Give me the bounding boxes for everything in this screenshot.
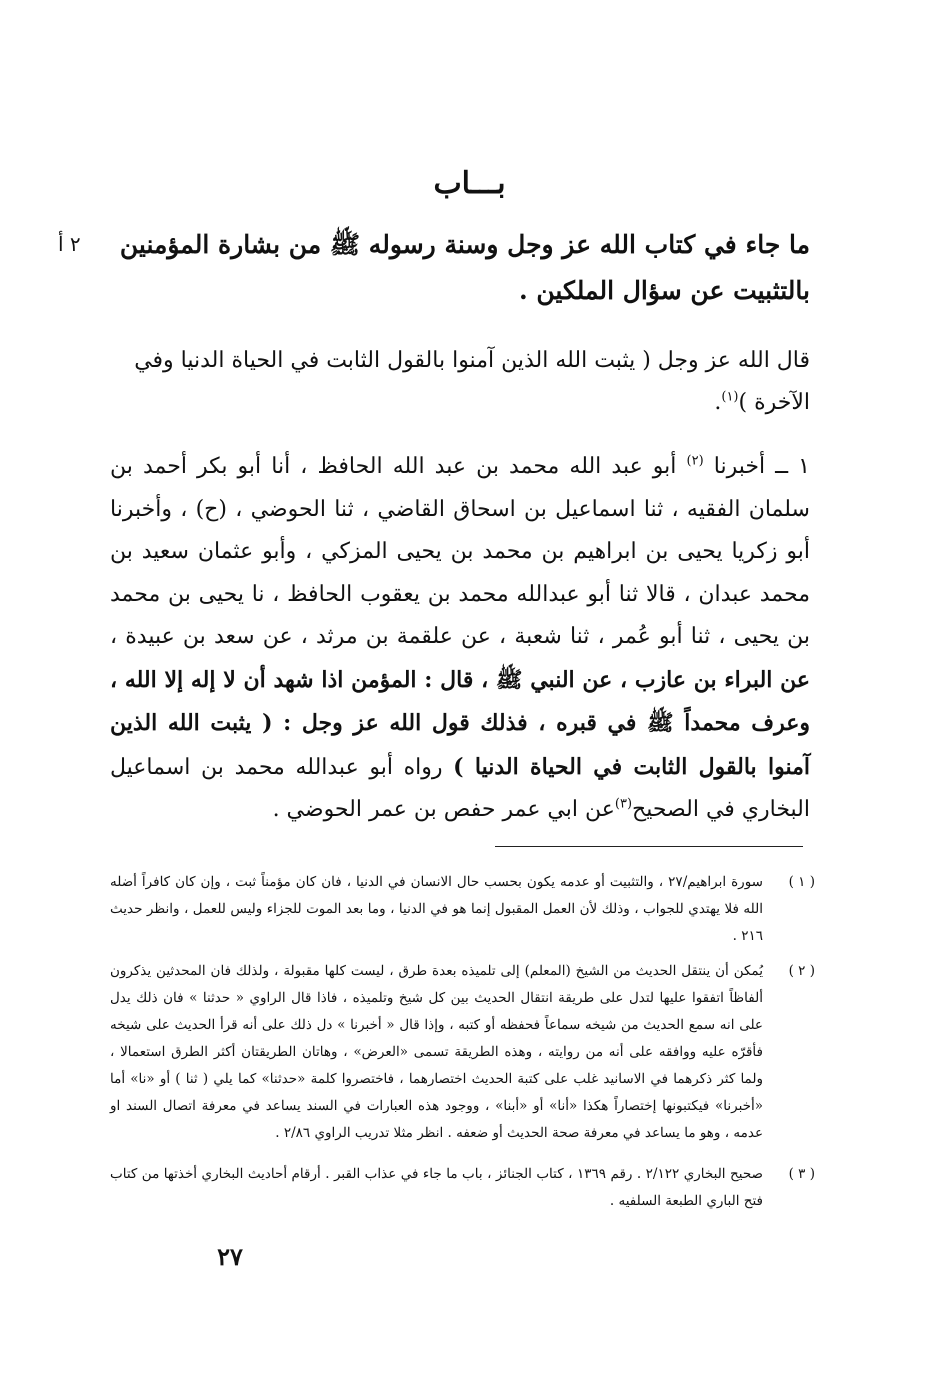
hadith-narration: رواه أبو عبدالله محمد بن اسماعيل البخاري في الصحيح <box>110 754 810 822</box>
hadith-matn: عن البراء بن عازب ، عن النبي ﷺ ، قال : المؤمن اذا شهد أن لا إله إلا الله ، وعرف محمداً ﷺ في قبره ، فذلك قول الله عز وجل : ( يثبت الله الذين آمنوا بالقول الثابت في الحياة الدنيا ) <box>110 666 810 780</box>
intro-paragraph <box>110 340 810 424</box>
footnote-number: ( ٣ ) <box>788 1166 815 1182</box>
page-number: ٢٧ <box>217 1242 243 1271</box>
chapter-reference: ٢ أ <box>58 232 81 256</box>
footnote-ref-1: (١) <box>721 389 739 405</box>
footnote-divider <box>495 846 803 847</box>
footnote-text: يُمكن أن ينتقل الحديث من الشيخ (المعلم) إلى تلميذه بعدة طرق ، ليست كلها مقبولة ، ولذلك فان المحدثين يذكرون ألفاظاً اتفقوا عليها لتدل على طريقة انتقال الحديث بين كل شيخ وتلميذه ، فاذا قال الراوي « حدثنا » فان ذلك يدل على انه سمع الحديث من شيخه سماعاً فحفظه أو كتبه ، وإذا قال « أخبرنا » دل ذلك على أنه قرأ الحديث على شيخه فأقرّه عليه ووافقه على أنه من روايته ، وهذه الطريقة تسمى «العرض» ، وهاتان الطريقتان أكثر الطرق استعمالا ، ولما كثر ذكرهما في الاسانيد غلب على كتبة الحديث اختصارهما ، فاختصروا كلمة «حدثنا» كما يلي ( ثنا ) أو «نا» أما «أخبرنا» فيكتبونها إختصاراً هكذا «أنا» أو «أبنا» ، ووجود هذه العبارات في السند يساعد في معرفة اتصال السند او عدمه ، وهو ما يساعد في معرفة صحة الحديث أو ضعفه . انظر مثلا تدريب الراوي ٢/٨٦ . <box>110 963 763 1141</box>
footnote-2 <box>110 958 815 1147</box>
footnote-text: سورة ابراهيم/٢٧ ، والتثبيت أو عدمه يكون بحسب حال الانسان في الدنيا ، فان كان مؤمناً ثبت ، وإن كان كافراً أضله الله فلا يهتدي للجواب ، وذلك لأن العمل المقبول إنما هو في الدنيا ، وما بعد الموت للجزاء وليس للعمل ، وانظر حديث ٢١٦ . <box>110 874 763 944</box>
footnote-ref-3: (٣) <box>614 796 633 812</box>
hadith-opening: ١ ــ أخبرنا <box>713 454 810 479</box>
footnote-3 <box>110 1161 815 1215</box>
footnote-number: ( ٢ ) <box>788 963 815 979</box>
intro-end: . <box>714 390 722 415</box>
footnote-text: صحيح البخاري ٢/١٢٢ . رقم ١٣٦٩ ، كتاب الجنائز ، باب ما جاء في عذاب القبر . أرقام أحاديث البخاري أخذتها من كتاب فتح الباري الطبعة السلفيه . <box>110 1166 763 1209</box>
hadith-closing: عن ابي عمر حفص بن عمر الحوضي . <box>272 797 615 822</box>
footnote-number: ( ١ ) <box>788 874 815 890</box>
hadith-isnad: أبو عبد الله محمد بن عبد الله الحافظ ، أنا أبو بكر أحمد بن سلمان الفقيه ، ثنا اسماعيل بن اسحاق القاضي ، ثنا الحوضي ، (ح) ، وأخبرنا أبو زكريا يحيى بن ابراهيم بن محمد بن يحيى المزكي ، وأبو عثمان سعيد بن محمد عبدان ، قالا ثنا أبو عبدالله محمد بن يعقوب الحافظ ، نا يحيى بن محمد بن يحيى ، ثنا أبو عُمر ، ثنا شعبة ، عن علقمة بن مرثد ، عن سعد بن عبيدة ، <box>110 454 810 649</box>
section-title: بـــاب <box>433 166 506 201</box>
intro-text: قال الله عز وجل ( يثبت الله الذين آمنوا بالقول الثابت في الحياة الدنيا وفي الآخرة ) <box>134 348 810 415</box>
footnote-ref-2: (٢) <box>686 453 704 469</box>
footnote-1 <box>110 869 815 950</box>
chapter-heading: ما جاء في كتاب الله عز وجل وسنة رسوله ﷺ من بشارة المؤمنين بالتثبيت عن سؤال الملكين . <box>119 230 810 305</box>
hadith-paragraph <box>110 446 810 832</box>
